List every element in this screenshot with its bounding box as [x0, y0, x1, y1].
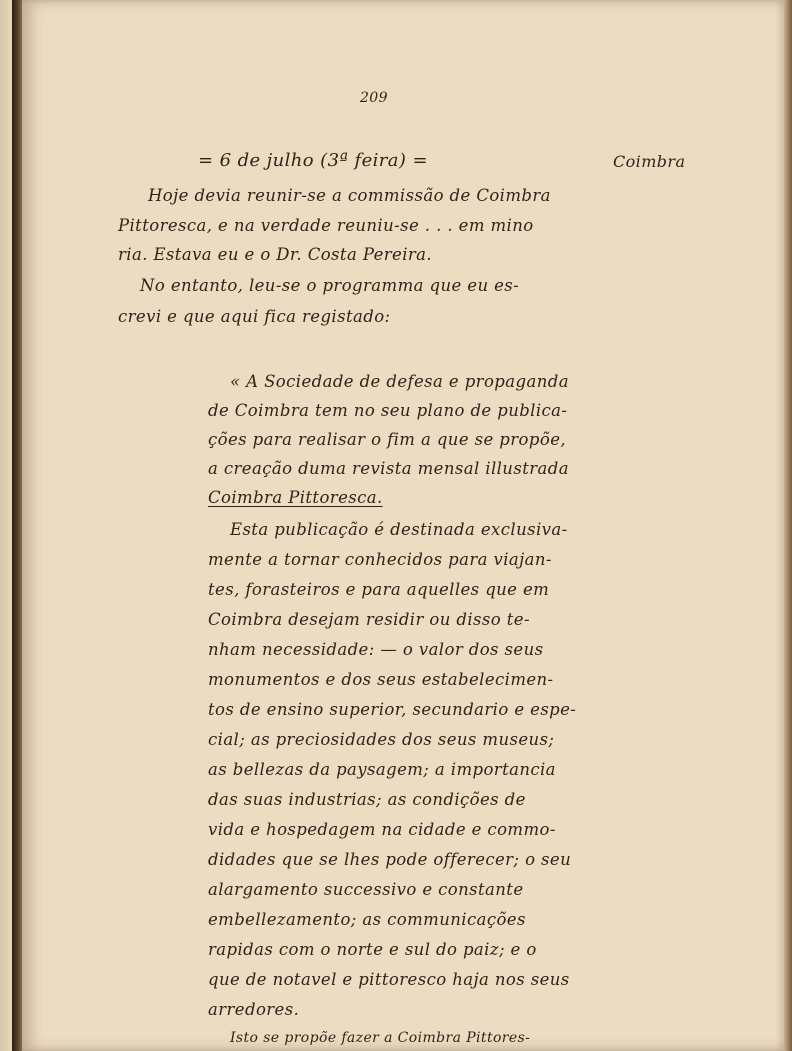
book-gutter — [12, 0, 22, 1051]
intro-line: No entanto, leu-se o programma que eu es- — [140, 276, 520, 295]
page-number: 209 — [360, 90, 388, 106]
entry-date-heading: = 6 de julho (3ª feira) = — [198, 150, 428, 171]
quote-line: ções para realisar o fim a que se propõe, — [208, 430, 567, 449]
facing-page-edge — [0, 0, 12, 1051]
quote-line: Coimbra desejam residir ou disso te- — [208, 610, 530, 629]
quote-line: monumentos e dos seus estabelecimen- — [208, 670, 554, 689]
quote-line: as bellezas da paysagem; a importancia — [208, 760, 556, 779]
quote-line: tos de ensino superior, secundario e espe- — [208, 700, 577, 719]
quote-line: Coimbra Pittoresca. — [208, 488, 383, 507]
quote-line: Isto se propõe fazer a Coimbra Pittores- — [230, 1030, 531, 1046]
quote-line: didades que se lhes pode offerecer; o seu — [208, 850, 572, 869]
quote-line: mente a tornar conhecidos para viajan- — [208, 550, 552, 569]
intro-line: Pittoresca, e na verdade reuniu-se . . . em mino — [118, 216, 534, 235]
quote-line: das suas industrias; as condições de — [208, 790, 526, 809]
quote-line: vida e hospedagem na cidade e commo- — [208, 820, 556, 839]
quote-line: a creação duma revista mensal illustrada — [208, 459, 569, 478]
page-edge — [784, 0, 792, 1051]
quote-line: de Coimbra tem no seu plano de publica- — [208, 401, 568, 420]
quote-line: alargamento successivo e constante — [208, 880, 524, 899]
quote-line: Esta publicação é destinada exclusiva- — [230, 520, 568, 539]
quote-line: rapidas com o norte e sul do paiz; e o — [208, 940, 537, 959]
intro-line: crevi e que aqui fica registado: — [118, 307, 391, 326]
intro-line: Hoje devia reunir-se a commissão de Coimbra — [148, 186, 551, 205]
intro-line: ria. Estava eu e o Dr. Costa Pereira. — [118, 245, 433, 264]
quote-line: « A Sociedade de defesa e propaganda — [230, 372, 569, 391]
quote-line: nham necessidade: — o valor dos seus — [208, 640, 544, 659]
quote-line: arredores. — [208, 1000, 300, 1019]
quote-line: que de notavel e pittoresco haja nos seus — [208, 970, 570, 989]
quote-line: tes, forasteiros e para aquelles que em — [208, 580, 550, 599]
entry-place: Coimbra — [613, 152, 686, 171]
quote-line: embellezamento; as communicações — [208, 910, 526, 929]
manuscript-page — [22, 0, 784, 1051]
quote-line: cial; as preciosidades dos seus museus; — [208, 730, 555, 749]
